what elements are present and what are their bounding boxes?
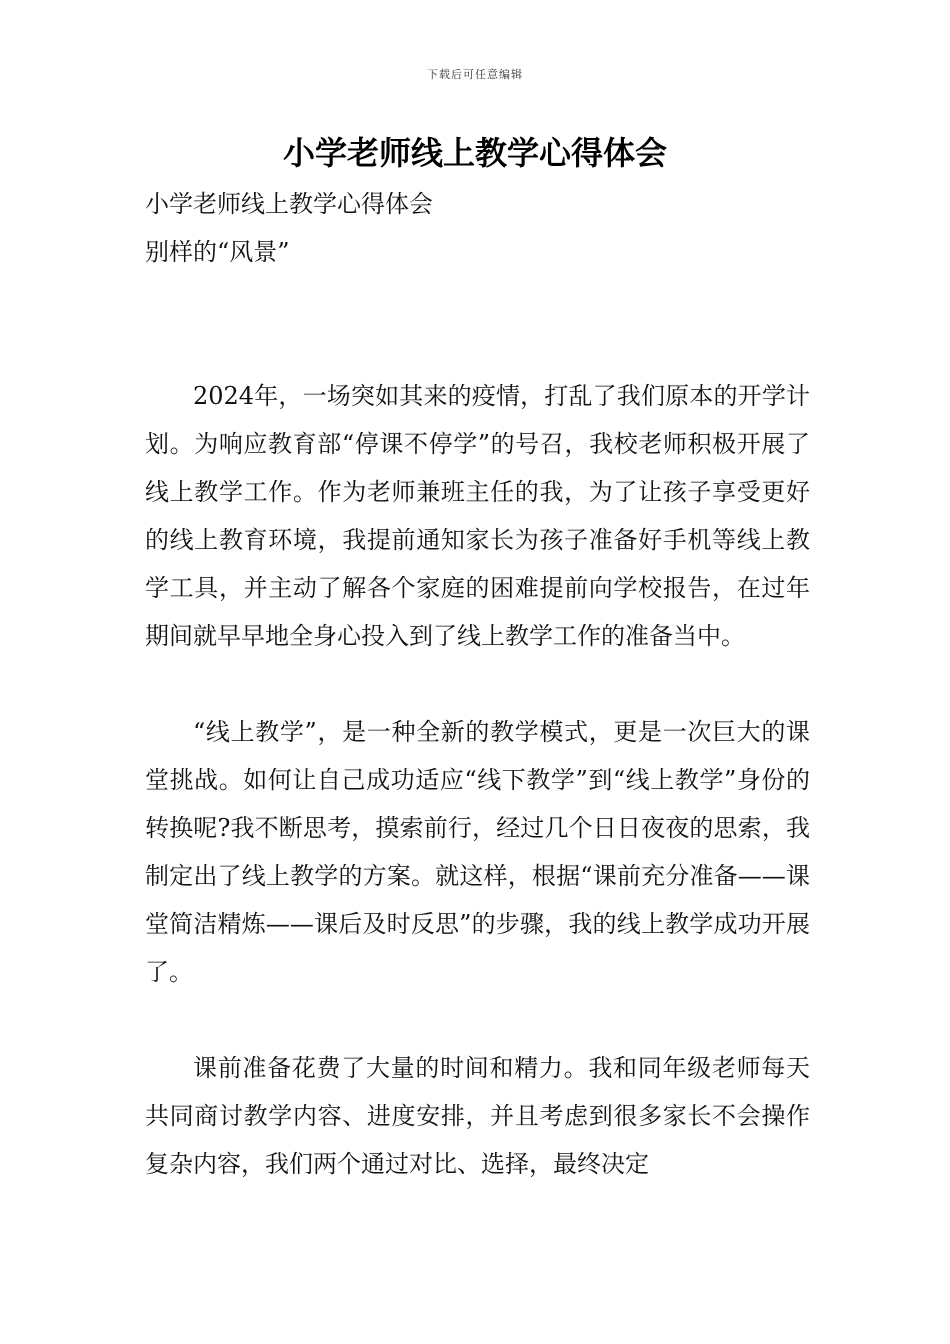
spacer: [145, 276, 810, 372]
document-subtitle: 小学老师线上教学心得体会: [145, 190, 433, 218]
spacer: [145, 996, 810, 1044]
paragraph-2: “线上教学”，是一种全新的教学模式，更是一次巨大的课堂挑战。如何让自己成功适应“线下教学”到“线上教学”身份的转换呢?我不断思考，摸索前行，经过几个日日夜夜的思索，我制定出了线上教学的方案。就这样，根据“课前充分准备——课堂简洁精炼——课后及时反思”的步骤，我的线上教学成功开展了。: [145, 718, 810, 986]
document-title: 小学老师线上教学心得体会: [282, 134, 667, 172]
spacer: [145, 660, 810, 708]
document-body: [145, 180, 810, 1188]
section-heading: 别样的“风景”: [145, 238, 290, 266]
paragraph-1: 2024年，一场突如其来的疫情，打乱了我们原本的开学计划。为响应教育部“停课不停学”的号召，我校老师积极开展了线上教学工作。作为老师兼班主任的我，为了让孩子享受更好的线上教育环境，我提前通知家长为孩子准备好手机等线上教学工具，并主动了解各个家庭的困难提前向学校报告，在过年期间就早早地全身心投入到了线上教学工作的准备当中。: [145, 382, 810, 650]
header-note: 下载后可任意编辑: [427, 68, 523, 81]
paragraph-3: 课前准备花费了大量的时间和精力。我和同年级老师每天共同商讨教学内容、进度安排，并且考虑到很多家长不会操作复杂内容，我们两个通过对比、选择，最终决定: [145, 1054, 810, 1178]
